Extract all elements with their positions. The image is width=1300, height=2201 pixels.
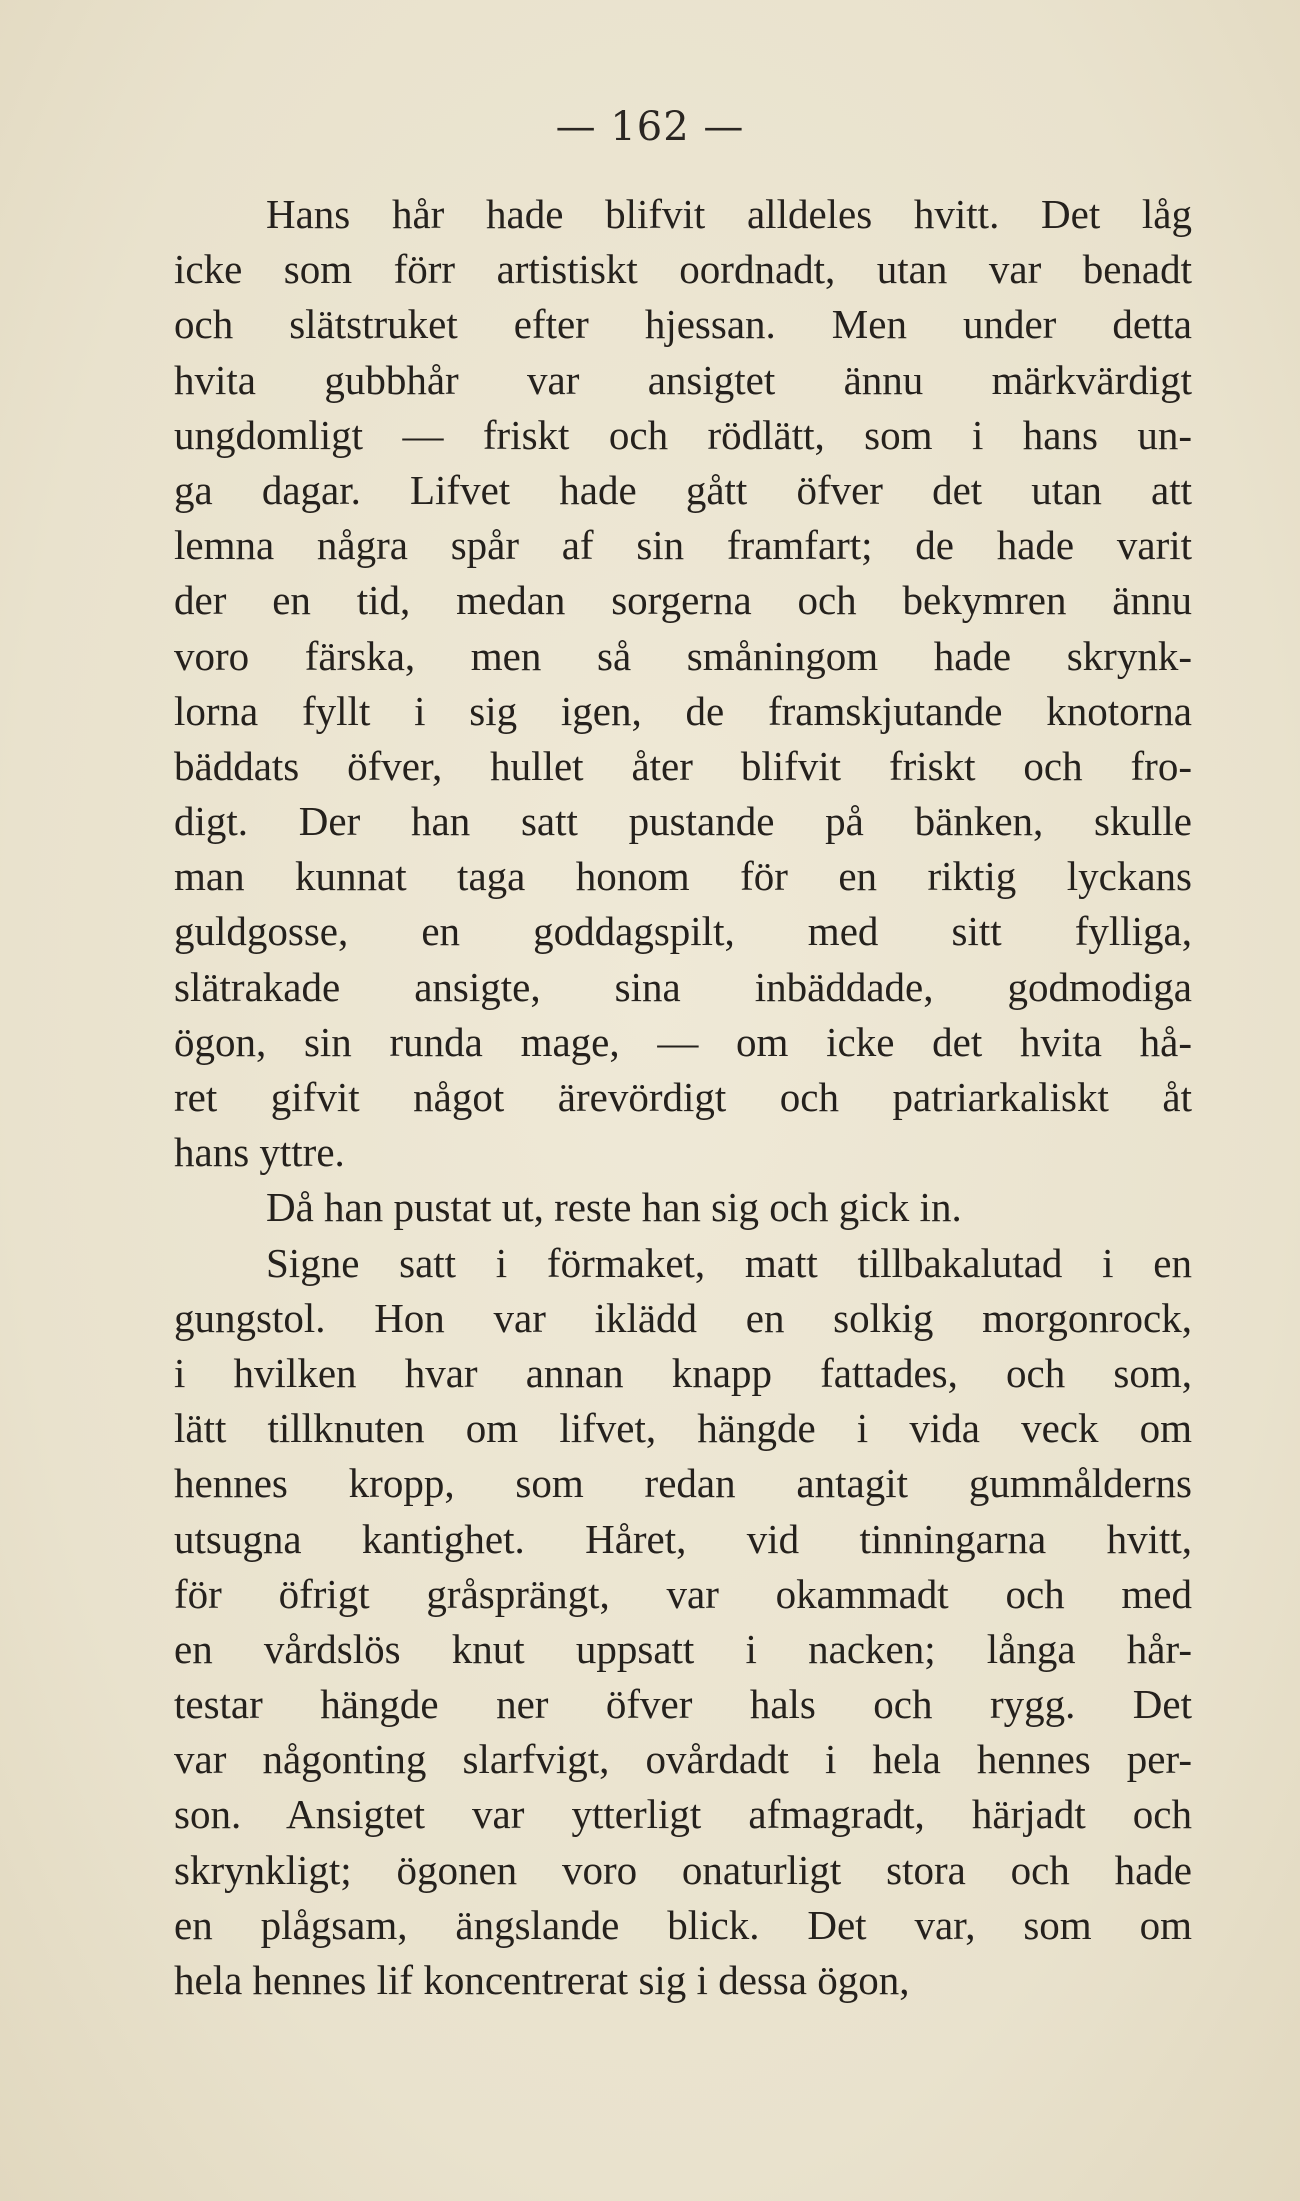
text-line: Då han pustat ut, reste han sig och gick in. bbox=[266, 1184, 962, 1231]
text-line: Hans hår hade blifvit alldeles hvitt. Det låg bbox=[266, 191, 1192, 237]
text-line: voro färska, men så småningom hade skrynk- bbox=[174, 632, 1192, 679]
text-line: och slätstruket efter hjessan. Men under detta bbox=[174, 301, 1192, 348]
text-line: Signe satt i förmaket, matt tillbakalutad i en bbox=[266, 1239, 1192, 1286]
text-line: hans yttre. bbox=[174, 1129, 345, 1176]
text-line: hela hennes lif koncentrerat sig i dessa ögon, bbox=[174, 1957, 910, 2003]
page-number: — 162 — bbox=[555, 104, 745, 150]
text-line: ret gifvit något ärevördigt och patriarkaliskt åt bbox=[174, 1074, 1192, 1120]
text-line: en vårdslös knut uppsatt i nacken; långa hår- bbox=[174, 1625, 1192, 1672]
text-line: lätt tillknuten om lifvet, hängde i vida veck om bbox=[174, 1405, 1192, 1452]
text-line: guldgosse, en goddagspilt, med sitt fylliga, bbox=[174, 908, 1192, 955]
text-line: för öfrigt gråsprängt, var okammadt och med bbox=[174, 1570, 1192, 1617]
text-line: hennes kropp, som redan antagit gummålderns bbox=[174, 1460, 1192, 1507]
text-line: lemna några spår af sin framfart; de hade varit bbox=[174, 522, 1192, 569]
text-line: var någonting slarfvigt, ovårdadt i hela hennes per- bbox=[174, 1736, 1192, 1783]
text-line: en plågsam, ängslande blick. Det var, som om bbox=[174, 1901, 1192, 1948]
text-line: bäddats öfver, hullet åter blifvit friskt och fro- bbox=[174, 742, 1192, 789]
body-text bbox=[174, 187, 1192, 2008]
text-line: testar hängde ner öfver hals och rygg. Det bbox=[174, 1681, 1192, 1728]
text-line: ögon, sin runda mage, — om icke det hvita hå- bbox=[174, 1018, 1192, 1065]
text-line: slätrakade ansigte, sina inbäddade, godmodiga bbox=[174, 963, 1192, 1010]
text-line: gungstol. Hon var iklädd en solkig morgonrock, bbox=[174, 1294, 1192, 1341]
text-line: lorna fyllt i sig igen, de framskjutande knotorna bbox=[174, 687, 1192, 734]
text-line: digt. Der han satt pustande på bänken, skulle bbox=[174, 798, 1192, 845]
text-line: ga dagar. Lifvet hade gått öfver det utan att bbox=[174, 466, 1192, 513]
text-line: utsugna kantighet. Håret, vid tinningarna hvitt, bbox=[174, 1515, 1192, 1562]
text-line: man kunnat taga honom för en riktig lyckans bbox=[174, 853, 1192, 900]
text-line: i hvilken hvar annan knapp fattades, och som, bbox=[174, 1349, 1192, 1396]
text-line: ungdomligt — friskt och rödlätt, som i hans un- bbox=[174, 411, 1192, 458]
text-line: icke som förr artistiskt oordnadt, utan var benadt bbox=[174, 246, 1192, 293]
text-line: hvita gubbhår var ansigtet ännu märkvärdigt bbox=[174, 356, 1192, 403]
text-line: skrynkligt; ögonen voro onaturligt stora och hade bbox=[174, 1846, 1192, 1893]
paragraph bbox=[174, 187, 1192, 1180]
text-line: son. Ansigtet var ytterligt afmagradt, härjadt och bbox=[174, 1791, 1192, 1838]
text-line: der en tid, medan sorgerna och bekymren ännu bbox=[174, 577, 1192, 624]
paragraph bbox=[174, 1180, 1192, 1235]
paragraph bbox=[174, 1236, 1192, 2009]
